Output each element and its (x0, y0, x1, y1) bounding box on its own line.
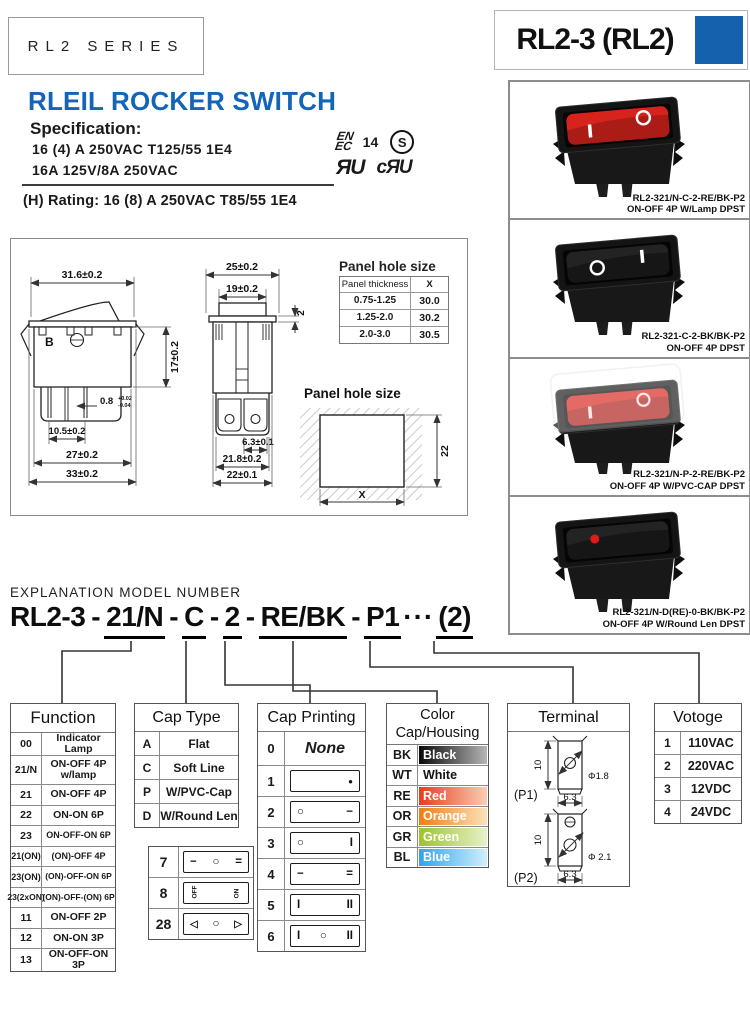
function-table (7, 703, 116, 972)
cell-code: 3 (258, 828, 285, 858)
spec-label: Specification: (30, 119, 142, 138)
rating-line: (H) Rating: 16 (8) A 250VAC T85/55 1E4 (23, 193, 297, 209)
cell-code: 1 (258, 766, 285, 796)
cell-code: GR (387, 827, 418, 847)
cell-thickness: 0.75-1.25 (340, 293, 411, 309)
cap-printing-table (257, 703, 366, 952)
terminal-p2-label: (P2) (514, 871, 538, 885)
table-row (655, 755, 741, 778)
cell-code: 23 (11, 826, 42, 846)
cell-label: ON-OFF-ON 6P (46, 830, 111, 841)
cell-symbol (285, 828, 365, 858)
cell-code: P (135, 780, 160, 803)
product-cell (510, 82, 749, 220)
symbol-center: ○ (212, 856, 220, 868)
divider-rule (22, 184, 334, 186)
cell-code: RE (387, 786, 418, 806)
cell-symbol (179, 909, 253, 939)
product-model: RL2-321/N-P-2-RE/BK-P2 (633, 469, 745, 480)
symbol-box (290, 801, 360, 823)
symbol-box (290, 863, 360, 885)
table-row (258, 828, 365, 859)
color-swatch: Blue (419, 849, 487, 867)
product-caption (610, 469, 745, 493)
col-header: Panel thickness (340, 277, 411, 292)
cell-code: 12 (11, 929, 42, 949)
table-row (11, 867, 115, 888)
cell-code: BK (387, 745, 418, 765)
cell-symbol (285, 921, 365, 951)
product-desc: ON-OFF 4P W/PVC-CAP DPST (609, 480, 745, 492)
cell-code: 7 (149, 847, 179, 877)
table-row (11, 733, 115, 756)
cell-label: None (305, 739, 345, 757)
cell-code: 6 (258, 921, 285, 951)
color-swatch: Black (419, 746, 487, 764)
terminal-p1-label: (P1) (514, 788, 538, 802)
symbol-center: ○ (319, 930, 327, 942)
cell-code: 4 (258, 859, 285, 889)
spec-line-2: 16A 125V/8A 250VAC (32, 162, 178, 178)
connector-lines (0, 641, 750, 704)
table-row (258, 921, 365, 951)
panel-hole-table-title: Panel hole size (339, 259, 436, 274)
product-desc: ON-OFF 4P W/Round Len DPST (602, 619, 745, 631)
table-row (11, 785, 115, 806)
cell-code: 13 (11, 949, 42, 971)
cell-x: 30.0 (419, 295, 440, 307)
spec-line-1: 16 (4) A 250VAC T125/55 1E4 (32, 141, 233, 157)
model-seg-color: RE/BK (259, 601, 348, 639)
cell-code: 28 (149, 909, 179, 939)
dim-label: 21.8±0.2 (222, 454, 262, 465)
side-view-drawing (15, 257, 220, 492)
product-model: RL2-321/N-C-2-RE/BK-P2 (632, 192, 745, 204)
series-label: RL2 SERIES (27, 37, 185, 55)
cell-code: 3 (655, 778, 681, 800)
cell-label: Flat (188, 736, 210, 751)
table-row (11, 847, 115, 868)
cert-row-top (336, 129, 468, 155)
cul-mark-icon: cЯU (376, 157, 412, 178)
model-seg-voltage: (2) (436, 601, 473, 639)
symbol-left: I (297, 899, 301, 911)
panel-hole-table (339, 259, 449, 344)
table-row (7, 888, 115, 909)
table-row (387, 745, 488, 766)
color-title-line1: Color (420, 706, 455, 723)
series-title-box (8, 17, 204, 75)
ul-mark-icon: ЯU (336, 156, 365, 179)
table-row (135, 732, 238, 756)
certification-marks (336, 129, 468, 181)
table-row (11, 929, 115, 950)
cell-label: Indicator Lamp (56, 732, 101, 756)
model-seg-terminal: P1 (364, 601, 401, 639)
product-desc: ON-OFF 4P DPST (666, 342, 745, 354)
cell-label: ON-OFF 2P (50, 911, 107, 924)
product-model: RL2-321-C-2-BK/BK-P2 (641, 330, 745, 342)
symbol-box (290, 894, 360, 916)
symbol-left: ◁ (190, 918, 198, 930)
symbol-left: ○ (297, 806, 304, 818)
product-caption (603, 607, 745, 631)
cell-label: ON-OFF 4P w/lamp (50, 758, 107, 782)
dim-label: X (358, 489, 366, 501)
terminal-p2-drawing (512, 808, 626, 886)
cell-code: 21/N (11, 756, 42, 784)
table-row (387, 786, 488, 807)
cell-code: D (135, 804, 160, 827)
color-swatch: Orange (419, 808, 487, 826)
cell-label: ON-OFF 4P (50, 788, 107, 801)
table-row (135, 804, 238, 827)
panel-hole-drawing-title: Panel hole size (304, 386, 401, 401)
dim-label: 22 (439, 445, 451, 457)
color-title-line2: Cap/Housing (395, 725, 480, 741)
cap-type-table-title: Cap Type (135, 704, 238, 732)
symbol-box (183, 882, 249, 904)
cell-label: W/PVC-Cap (166, 784, 232, 799)
dim-label: 22±0.1 (226, 470, 258, 481)
table-row (258, 890, 365, 921)
table-row (258, 732, 365, 766)
dim-label: 17±0.2 (169, 340, 181, 374)
table-header-row (340, 277, 448, 293)
symbol-right: I (349, 837, 353, 849)
symbol-left: − (190, 856, 197, 868)
panel-hole-drawing (294, 384, 464, 512)
cell-code: 5 (258, 890, 285, 920)
table-row (258, 766, 365, 797)
dim-label: 2 (296, 310, 307, 316)
symbol-left: I (297, 930, 301, 942)
accent-square (695, 16, 743, 64)
cell-code: 21(ON) (11, 847, 42, 867)
technical-drawing-panel (10, 238, 468, 516)
dim-label: Φ1.8 (588, 771, 609, 782)
dim-label: 10 (533, 759, 544, 771)
cell-code: BL (387, 848, 418, 868)
cell-thickness: 2.0-3.0 (340, 327, 411, 343)
model-seg-series: RL2-3 (10, 601, 86, 632)
terminal-p1-drawing (512, 733, 626, 809)
cap-type-table (134, 703, 239, 828)
voltage-table (654, 703, 742, 824)
cell-label: 220VAC (687, 759, 735, 773)
cell-label: Soft Line (173, 760, 225, 775)
table-row (11, 949, 115, 971)
cell-code: 2 (655, 755, 681, 777)
tolerance-minus: -0.04 (118, 403, 131, 409)
cell-x: 30.2 (419, 312, 440, 324)
symbol-box (290, 925, 360, 947)
symbol-box (183, 913, 249, 935)
table-row (387, 827, 488, 848)
panel-hole-table-grid (339, 276, 449, 344)
product-photo-column (508, 80, 750, 635)
product-desc: ON-OFF 4P W/Lamp DPST (626, 204, 745, 216)
symbol-box (183, 851, 249, 873)
table-row (387, 848, 488, 868)
voltage-table-title: Votoge (655, 704, 741, 732)
symbol-box (290, 832, 360, 854)
enec-number: 14 (362, 134, 379, 150)
cell-code: 23(ON) (11, 867, 42, 887)
cell-label: ON-ON 3P (53, 931, 104, 944)
model-separator: - (245, 601, 255, 632)
dim-label: 27±0.2 (65, 449, 99, 461)
cell-code: C (135, 756, 160, 779)
cell-code: 22 (11, 806, 42, 826)
cell-code: OR (387, 807, 418, 827)
table-row (387, 807, 488, 828)
rocker-switch-photo (528, 363, 708, 475)
table-row (258, 859, 365, 890)
table-row (655, 732, 741, 755)
cell-x: 30.5 (419, 329, 440, 341)
cell-code: 23(2xON) (11, 888, 42, 908)
table-row (258, 797, 365, 828)
dim-label: 31.6±0.2 (61, 269, 103, 281)
dim-label: 33±0.2 (65, 468, 99, 480)
symbol-right: ▷ (234, 918, 242, 930)
dim-label: 6.3 (563, 869, 577, 880)
model-separator: - (351, 601, 361, 632)
cell-label: (ON)-OFF 4P (51, 850, 106, 861)
enec-mark-icon (334, 129, 355, 153)
model-separator: - (169, 601, 179, 632)
table-row (135, 756, 238, 780)
symbol-right: II (346, 899, 353, 911)
model-separator: - (209, 601, 219, 632)
symbol-left: OFF (191, 885, 199, 898)
model-seg-printing: 2 (223, 601, 242, 639)
cell-symbol (179, 847, 253, 877)
explanation-heading: EXPLANATION MODEL NUMBER (10, 585, 242, 600)
cell-label: 24VDC (690, 805, 732, 819)
cell-code: A (135, 732, 160, 755)
symbol-right: ● (348, 776, 353, 786)
cell-label: (ON)-OFF-ON 6P (45, 871, 112, 882)
cell-code: 8 (149, 878, 179, 908)
cell-label: 12VDC (690, 782, 732, 796)
symbol-right: ON (233, 888, 241, 898)
cell-symbol (285, 890, 365, 920)
product-model: RL2-321/N-D(RE)-0-BK/BK-P2 (612, 607, 745, 619)
product-cell (510, 359, 749, 497)
symbol-left: ○ (297, 837, 304, 849)
product-heading: RLEIL ROCKER SWITCH (28, 86, 337, 116)
function-table-title: Function (11, 704, 115, 733)
rocker-switch-photo (528, 501, 708, 613)
table-row (340, 327, 448, 343)
model-number-breakdown (8, 601, 473, 639)
dim-label: 0.8 (100, 396, 114, 407)
color-swatch: White (419, 767, 487, 785)
model-title-box (494, 10, 748, 70)
table-row (149, 878, 253, 909)
dim-label: 10 (533, 834, 544, 846)
table-row (149, 909, 253, 939)
table-row (655, 778, 741, 801)
cell-code: 11 (11, 908, 42, 928)
cell-label: (ON)-OFF-(ON) 6P (42, 891, 115, 902)
model-separator: - (91, 601, 101, 632)
model-seg-captype: C (182, 601, 206, 639)
product-caption (642, 331, 745, 355)
dim-label: 19±0.2 (225, 283, 259, 295)
product-caption (627, 193, 745, 217)
symbol-right: II (346, 930, 353, 942)
product-cell (510, 497, 749, 633)
cap-printing-table-title: Cap Printing (258, 704, 365, 732)
table-row (340, 293, 448, 310)
cell-thickness: 1.25-2.0 (340, 310, 411, 326)
table-row (11, 826, 115, 847)
symbol-left: − (297, 868, 304, 880)
table-row (11, 806, 115, 827)
dim-label: Φ 2.1 (588, 852, 612, 863)
cell-symbol (179, 878, 253, 908)
label-b: B (45, 335, 54, 349)
cell-symbol (285, 797, 365, 827)
rocker-switch-photo (528, 224, 708, 336)
cell-label: W/Round Len (160, 808, 238, 823)
cell-code: 4 (655, 801, 681, 823)
cell-label: ON-ON 6P (53, 808, 104, 821)
dim-label: 10.5±0.2 (48, 426, 86, 437)
cell-symbol (285, 766, 365, 796)
table-row (11, 756, 115, 785)
model-seg-function: 21/N (104, 601, 165, 639)
cell-code: WT (387, 766, 418, 786)
dim-label: 6.3±0.1 (242, 437, 274, 448)
product-cell (510, 220, 749, 358)
rocker-switch-photo (528, 86, 708, 198)
table-row (11, 908, 115, 929)
enec-top-text: EN (335, 129, 355, 144)
cell-symbol (285, 859, 365, 889)
symbol-box (290, 770, 360, 792)
color-swatch: Red (419, 787, 487, 805)
symbol-right: − (346, 806, 353, 818)
cell-code: 21 (11, 785, 42, 805)
cell-code: 2 (258, 797, 285, 827)
enec-bottom-text: EC (334, 139, 354, 153)
table-row (655, 801, 741, 823)
cell-code: 1 (655, 732, 681, 754)
s-mark-icon: S (390, 130, 414, 154)
table-row (135, 780, 238, 804)
table-row (340, 310, 448, 327)
table-row (387, 766, 488, 787)
dim-label: 25±0.2 (225, 261, 259, 273)
cell-code: 00 (11, 733, 42, 755)
col-header: X (426, 279, 433, 290)
cert-row-bottom (336, 155, 468, 181)
cell-label: ON-OFF-ON 3P (48, 948, 109, 972)
dim-label: 6.3 (563, 792, 577, 803)
cell-code: 0 (258, 732, 285, 765)
table-row (149, 847, 253, 878)
cell-label: 110VAC (688, 736, 734, 750)
model-dots: ··· (403, 601, 435, 632)
terminal-table (507, 703, 630, 887)
symbol-center: ○ (212, 918, 220, 930)
terminal-table-title: Terminal (508, 704, 629, 732)
tolerance-plus: +0.02 (118, 396, 132, 402)
color-table-title (387, 704, 488, 745)
color-swatch: Green (419, 828, 487, 846)
symbol-right: = (346, 868, 353, 880)
color-table (386, 703, 489, 868)
page-title: RL2-3 (RL2) (516, 23, 674, 56)
cap-printing-extra-table (148, 846, 254, 940)
symbol-right: = (235, 856, 242, 868)
